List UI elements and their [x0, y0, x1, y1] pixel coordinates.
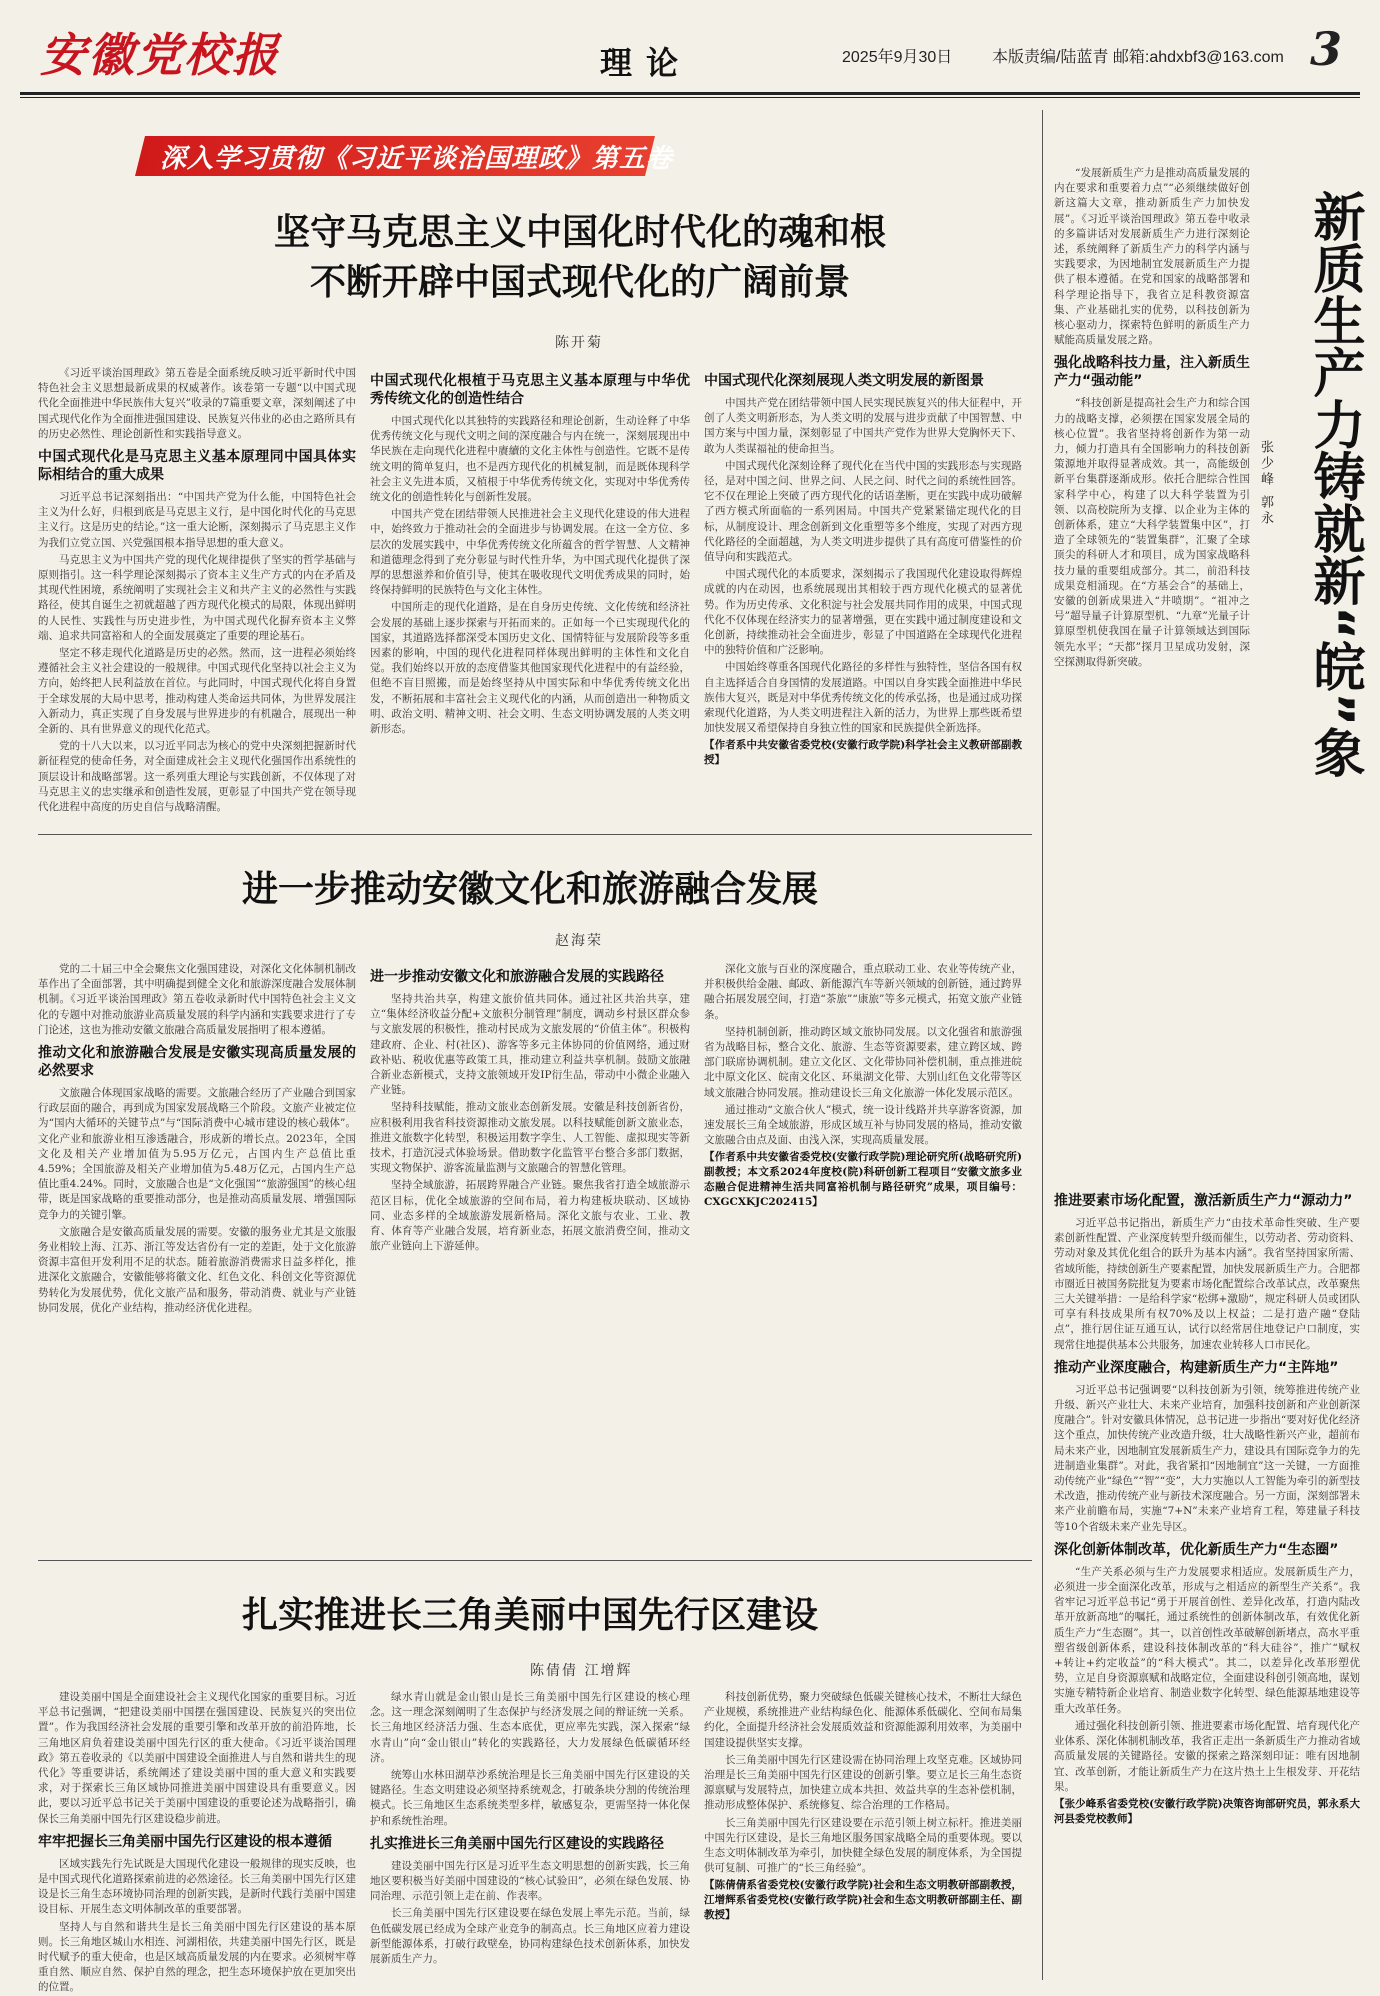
article4-subhead-1: 强化战略科技力量，注入新质生产力“强动能”: [1054, 355, 1250, 390]
article1-subhead-3: 中国式现代化深刻展现人类文明发展的新图景: [704, 373, 984, 389]
article4-author-note: 【张少峰系省委党校(安徽行政学院)决策咨询部研究员，郭永系大河县委党校教师】: [1054, 1797, 1360, 1825]
section-title: 理论: [600, 44, 693, 82]
article3-subhead-2: 扎实推进长三角美丽中国先行区建设的实践路径: [370, 1835, 664, 1852]
article1-column-3: [704, 366, 1022, 818]
article2-paragraph: 坚持共治共享，构建文旅价值共同体。通过社区共治共享，建立“集体经济收益分配+文旅积分制管理”制度，调动乡村景区群众参与文旅发展的积极性，推动村民成为文旅发展的“价值主体”。积极构建政府、企业、村(社区)、游客等多元主体协同的价值网络，通过财政补贴、税收优惠等政策工具，推动建立利益共享机制。鼓励文旅融合新业态新模式，支持文旅领域开发IP衍生品，带动中小微企业融入产业链。: [370, 993, 690, 1097]
article2-paragraph: 通过推动“文旅合伙人”模式，统一设计线路并共享游客资源，加速发展长三角全域旅游，形成区域互补与协同发展的格局，推动安徽文旅融合由点及面、由浅入深，实现高质量发展。: [704, 1103, 1022, 1147]
article1-paragraph: 马克思主义为中国共产党的现代化规律提供了坚实的哲学基础与原则指引。这一科学理论深刻揭示了资本主义生产方式的内在矛盾及其现代性困境，系统阐明了实现社会主义和共产主义的必然性与实践路径，使其自诞生之初就超越了西方现代化模式的局限，体现出鲜明的人民性、实践性与历史进步性，为中国式现代化摒弃资本主义弊端、追求共同富裕和人的全面发展奠定了重要的理论基石。: [38, 553, 356, 642]
masthead-rule: [20, 92, 1360, 95]
article1-title: [140, 208, 1020, 308]
newspaper-logo: 安徽党校报: [40, 28, 280, 82]
article2-paragraph: 文旅融合体现国家战略的需要。文旅融合经历了产业融合到国家行政层面的融合，再到成为国家发展战略三个阶段。文旅产业被定位为“国内大循环的关键节点”与“国际消费中心城市建设的核心载体”。文化产业和旅游业相互渗透融合，形成新的增长点。2023年，全国文化及相关产业增加值为5.95万亿元，占国内生产总值比重4.59%；全国旅游及相关产业增加值为5.48万亿元，占国内生产总值比重4.24%。同时，文旅融合也是“文化强国”“旅游强国”的核心纽带，既是国家战略的重要推动部分，也是推动高质量发展、增强国际竞争力的关键引擎。: [38, 1087, 356, 1221]
article1-paragraph: 坚定不移走现代化道路是历史的必然。然而，这一进程必须始终遵循社会主义社会建设的一般规律。中国式现代化坚持以社会主义为方向，始终把人民利益放在首位。与此同时，中国式现代化将自身置于全球发展的大局中思考，推动构建人类命运共同体，为世界发展注入新动力，真正实现了自身发展与世界进步的有机融合，展现出一种全新的、具有世界意义的现代化范式。: [38, 647, 356, 736]
article2-title: 进一步推动安徽文化和旅游融合发展: [241, 869, 818, 910]
article2-paragraph: 坚持全域旅游，拓展跨界融合产业链。聚焦我省打造全域旅游示范区目标，优化全域旅游的空间布局，着力构建板块联动、区域协同、业态多样的全域旅游发展新格局。深化文旅与农业、工业、教育、体育等产业融合发展，培育新业态，拓展文旅消费空间，推动文旅产业链向上下游延伸。: [370, 1179, 690, 1253]
article1-paragraph: 中国始终尊重各国现代化路径的多样性与独特性，坚信各国有权自主选择适合自身国情的发展道路。中国以自身实践全面推进中华民族伟大复兴，既是对中华优秀传统文化的传承弘扬，也是通过成功探索现代化道路，为人类文明进程注入新的活力，为世界上那些既希望加快发展又希望保持自身独立性的国家和民族提供全新选择。: [704, 661, 1022, 735]
article2-column-2: [370, 962, 690, 1542]
article1-title-line1: 坚守马克思主义中国化时代化的魂和根: [273, 212, 886, 253]
article4-title: 新质生产力铸就新“皖”象: [1304, 190, 1364, 779]
article4-paragraph: “科技创新是提高社会生产力和综合国力的战略支撑，必须摆在国家发展全局的核心位置”。我省坚持将创新作为第一动力，倾力打造具有全国影响力的科技创新策源地并取得显著成效。其一，高能级创新平台集群逐渐成形。依托合肥综合性国家科学中心，构建了以大科学装置为引领、以高校院所为支撑、以企业为主体的创新体系，建立“大科学装置集中区”，打造了全球领先的“装置集群”，汇聚了全球顶尖的科研人才和项目，成为国家战略科技力量的重要组成部分。其二，前沿科技成果竞相涌现。在“方基会合”的基础上，安徽的创新成果进入“井喷期”。“祖冲之号”超导量子计算原型机、“九章”光量子计算原型机使我国在量子计算领域达到国际领先水平；“天都”探月卫星成功发射，深空探测取得新突破。: [1054, 397, 1250, 668]
article1-author: 陈开菊: [555, 335, 603, 351]
article2-column-1: [38, 962, 356, 1542]
masthead-rule-thin: [20, 97, 1360, 98]
article2-column-3: [704, 962, 1022, 1542]
article1-subhead-2: 中国式现代化根植于马克思主义基本原理与中华优秀传统文化的创造性结合: [370, 373, 690, 407]
page-number: 3: [1310, 22, 1343, 76]
article1-paragraph: 党的十八大以来，以习近平同志为核心的党中央深刻把握新时代新征程党的使命任务，对全面建成社会主义现代化强国作出系统性的顶层设计和战略部署。这一系列重大理论与实践创新，不仅体现了对马克思主义的忠实继承和创造性发展，更彰显了中国共产党在领导现代化进程中高度的历史自信与战略清醒。: [38, 740, 356, 814]
article2-subhead-2: 进一步推动安徽文化和旅游融合发展的实践路径: [370, 969, 664, 985]
article4-paragraph: “生产关系必须与生产力发展要求相适应。发展新质生产力，必须进一步全面深化改革，形成与之相适应的新型生产关系”。我省牢记习近平总书记“勇于开展首创性、差异化改革，打造内陆改革开放新高地”的嘱托，通过系统性的创新体制改革，有效优化新质生产力“生态圈”。其一，以首创性改革破解创新堵点，高水平重塑省级创新体系，建设科技体制改革的“科大硅谷”，推广“赋权+转让+约定收益”的“科大模式”。其二，以差异化改革形塑优势，立足自身资源禀赋和战略定位，全面建设科创引领高地，谋划实施专精特新企业培育、制造业数字化转型、绿色能源基地建设等重大改革任务。: [1054, 1565, 1360, 1715]
article4-subhead-3: 推动产业深度融合，构建新质生产力“主阵地”: [1054, 1359, 1339, 1376]
article4-subhead-2: 推进要素市场化配置，激活新质生产力“源动力”: [1054, 1193, 1353, 1209]
editor-info: 本版责编/陆蓝青 邮箱:ahdxbf3@163.com: [992, 49, 1284, 66]
topic-banner-text: 深入学习贯彻《习近平谈治国理政》第五卷: [160, 144, 674, 174]
article3-column-1: [38, 1690, 356, 1994]
article2-author-note: 【作者系中共安徽省委党校(安徽行政学院)理论研究所(战略研究所)副教授；本文系2024年度校(院)科研创新工程项目“安徽文旅多业态融合促进精神生活共同富裕机制与路径研究”成果，项目编号：CXGCXKJC202415】: [704, 1151, 1022, 1209]
article1-author-note: 【作者系中共安徽省委党校(安徽行政学院)科学社会主义教研部副教授】: [704, 739, 1022, 767]
article3-author: 陈倩倩 江增辉: [530, 1663, 633, 1679]
article2-paragraph: 深化文旅与百业的深度融合，重点联动工业、农业等传统产业，并积极供给金融、邮政、新能源汽车等新兴领域的创新链，通过跨界融合拓展发展空间，打造“茶旅”“康旅”等多元模式，拓宽文旅产业链条。: [704, 963, 1022, 1021]
article1-paragraph: 中国式现代化的本质要求，深刻揭示了我国现代化建设取得辉煌成就的内在动因，也系统展现出其相较于西方现代化模式的显著优势。作为历史传承、文化积淀与社会发展共同作用的成果，中国式现代化不仅体现在经济实力的显著增强，更在实践中通过制度建设和文化创新，持续推动社会全面进步，彰显了中国道路在全球现代化进程中的独特价值和广泛影响。: [704, 568, 1022, 657]
article2-author: 赵海荣: [555, 933, 603, 949]
article1-subhead-1: 中国式现代化是马克思主义基本原理同中国具体实际相结合的重大成果: [38, 449, 356, 484]
issue-date: 2025年9月30日: [842, 49, 953, 66]
article3-title: 扎实推进长三角美丽中国先行区建设: [241, 1595, 818, 1636]
article1-paragraph: 中国共产党在团结带领人民推进社会主义现代化建设的伟大进程中，始终致力于推动社会的全面进步与协调发展。在这一全方位、多层次的发展实践中，中华优秀传统文化所蕴含的哲学智慧、人文精神和道德理念得到了充分彰显与时代性升华，为中国式现代化提供了深厚的思想滋养和价值引导，使其在吸收现代文明优秀成果的同时，始终保持鲜明的民族特色与文化主体性。: [370, 508, 690, 597]
article2-paragraph: 坚持科技赋能，推动文旅业态创新发展。安徽是科技创新省份，应积极利用我省科技资源推动文旅发展。以科技赋能创新文旅业态，推进文旅数字化转型，积极运用数字孪生、人工智能、虚拟现实等新技术，打造沉浸式体验场景。借助数字化监管平台整合多部门数据，实现文物保护、游客流量监测与文旅融合的智慧化管理。: [370, 1101, 690, 1175]
article2-intro: 党的二十届三中全会聚焦文化强国建设，对深化文化体制机制改革作出了全面部署，其中明确提到健全文化和旅游深度融合发展体制机制。《习近平谈治国理政》第五卷收录新时代中国特色社会主义文化的专题中对推动旅游业高质量发展的科学内涵和实践要求进行了专门论述，这也为推动安徽文旅融合高质量发展指明了根本遵循。: [38, 963, 356, 1036]
article4-column-upper: [1054, 166, 1250, 1180]
article4-column-lower: [1054, 1186, 1360, 1982]
divider: [38, 834, 1032, 835]
article1-paragraph: 中国所走的现代化道路，是在自身历史传统、文化传统和经济社会发展的基础上逐步探索与开拓而来的。正如每一个已实现现代化的国家，其道路选择都深受本国历史文化、国情特征与发展阶段等多重因素的影响，中国的现代化进程同样体现出鲜明的主体性和文化自觉。我们始终以开放的态度借鉴其他国家现代化进程中的有益经验，但绝不盲目照搬，而是始终坚持从中国实际和中华优秀传统文化出发，不断拓展和丰富社会主义现代化的内涵，从而创造出一种物质文明、政治文明、精神文明、社会文明、生态文明协调发展的人类文明新形态。: [370, 601, 690, 736]
article4-paragraph: 习近平总书记强调要“以科技创新为引领，统筹推进传统产业升级、新兴产业壮大、未来产业培育，加强科技创新和产业创新深度融合”。针对安徽具体情况，总书记进一步指出“要对好优化经济这个重点，加快传统产业改造升级，壮大战略性新兴产业，超前布局未来产业，因地制宜发展新质生产力，建设具有国际竞争力的先进制造业集群”。对此，我省紧扣“因地制宜”这一关键，一方面推动传统产业“绿色”“智”“变”，大力实施以人工智能为牵引的新型技术改造，推动传统产业与新技术深度融合。另一方面，深刻部署未来产业前瞻布局，实施“7+N”未来产业培育工程，筹建量子科技等10个省级未来产业先导区。: [1054, 1383, 1360, 1533]
column-divider: [1042, 110, 1043, 1980]
article1-column-1: [38, 366, 356, 818]
article3-paragraph: 区域实践先行先试既是大国现代化建设一般规律的现实反映，也是中国式现代化道路探索前进的必然途径。长三角美丽中国先行区建设是长三角生态环境协同治理的创新实践，是新时代践行美丽中国建设目标、开展生态文明体制改革的重要部署。: [38, 1857, 356, 1916]
article1-paragraph: 中国式现代化以其独特的实践路径和理论创新，生动诠释了中华优秀传统文化与现代文明之间的深度融合与内在统一，深刻展现出中华民族在走向现代化进程中賡續的文化主体性与创造性。它既不是传统文明的简单复归，也不是西方现代化的机械复制，而是既体现科学社会主义先进本质，又植根于中华优秀传统文化，实现对中华优秀传统文化的创造性转化与创新性发展。: [370, 415, 690, 504]
article3-paragraph: 坚持人与自然和谐共生是长三角美丽中国先行区建设的基本原则。长三角地区城山水相连、河湖相依，共建美丽中国先行区，既是时代赋予的重大使命，也是区域高质量发展的内在要求。必须树牢尊重自然、顺应自然、保护自然的理念，把生态环境保护放在更加突出的位置。: [38, 1920, 356, 1994]
article2-subhead-1: 推动文化和旅游融合发展是安徽实现高质量发展的必然要求: [38, 1045, 356, 1080]
article3-intro: 建设美丽中国是全面建设社会主义现代化国家的重要目标。习近平总书记强调，“把建设美丽中国摆在强国建设、民族复兴的突出位置”。作为我国经济社会发展的重要引擎和改革开放的前沿阵地，长三角地区肩负着建设美丽中国先行区的重大使命。《习近平谈治国理政》第五卷收录的《以美丽中国建设全面推进人与自然和谐共生的现代化》等重要讲话，系统阐述了建设美丽中国的重大意义和实践要求，对于探索长三角区域协同推进美丽中国建设具有重要意义。因此，要以习近平总书记关于美丽中国建设的重要论述为战略指引，确保长三角美丽中国先行区建设稳步前进。: [38, 1691, 356, 1825]
article2-paragraph: 坚持机制创新，推动跨区域文旅协同发展。以文化强省和旅游强省为战略目标，整合文化、旅游、生态等资源要素，建立跨区域、跨部门联席协调机制。建立文化区、文化带协同补偿机制，重点推进皖北中原文化区、皖南文化区、环巢湖文化带、大别山红色文化带等区域文旅融合协同发展。推动建设长三角文化旅游一体化发展示范区。: [704, 1025, 1022, 1099]
article3-paragraph: 科技创新优势，聚力突破绿色低碳关键核心技术，不断壮大绿色产业规模，系统推进产业结构绿色化、能源体系低碳化、空间布局集约化，全面提升经济社会发展质效益和资源能源利用效率，为美丽中国建设提供坚实支撑。: [704, 1691, 1022, 1749]
article1-intro: 《习近平谈治国理政》第五卷是全面系统反映习近平新时代中国特色社会主义思想最新成果的权威著作。该卷第一专题“以中国式现代化全面推进中华民族伟大复兴”收录的7篇重要文章，深刻阐述了中国式现代化作为全面推进强国建设、民族复兴伟业的必由之路所具有的历史必然性、理论创新性和实践指导意义。: [38, 367, 356, 440]
article1-paragraph: 习近平总书记深刻指出：“中国共产党为什么能，中国特色社会主义为什么好，归根到底是马克思主义行，是中国化时代化的马克思主义行。这是历史的结论。”这一重大论断，深刻揭示了马克思主义作为我们立党立国、兴党强国根本指导思想的重大意义。: [38, 491, 356, 549]
article4-intro: “发展新质生产力是推动高质量发展的内在要求和重要着力点”“必须继续做好创新这篇大文章，推动新质生产力加快发展”。《习近平谈治国理政》第五卷中收录的多篇讲话对发展新质生产力进行深刻论述，系统阐释了新质生产力的科学内涵与实践要求，为因地制宜发展新质生产力提供了根本遵循。在党和国家的战略部署和科学理论指导下，我省立足科教资源富集、产业基础扎实的优势，以科技创新为核心驱动力，探索特色鲜明的新质生产力赋能高质量发展之路。: [1054, 167, 1250, 347]
article3-subhead-1: 牢牢把握长三角美丽中国先行区建设的根本遵循: [38, 1833, 332, 1850]
article3-paragraph: 长三角美丽中国先行区建设需在协同治理上攻坚克难。区域协同治理是长三角美丽中国先行区建设的创新引擎。要立足长三角生态资源禀赋与发展特点，加快建立成本共担、效益共享的生态补偿机制，推动形成整体保护、系统修复、综合治理的工作格局。: [704, 1753, 1022, 1812]
article3-column-2: [370, 1690, 690, 1982]
article3-column-3: [704, 1690, 1022, 1982]
article4-paragraph: 通过强化科技创新引领、推进要素市场化配置、培育现代化产业体系、深化体制机制改革，我省正走出一条新质生产力推动省域高质量发展的关键路径。安徽的探索之路深刻印证：唯有因地制宜、改革创新，才能让新质生产力在这片热土上生根发芽、开花结果。: [1054, 1719, 1360, 1793]
article3-paragraph: 长三角美丽中国先行区建设要在示范引领上树立标杆。推进美丽中国先行区建设，是长三角地区服务国家战略全局的重要体现。要以生态文明体制改革为牵引，加快健全绿色发展的制度体系，为全国提供可复制、可推广的“长三角经验”。: [704, 1816, 1022, 1875]
article4-authors: 张少峰 郭永: [1258, 440, 1273, 528]
article2-paragraph: 文旅融合是安徽高质量发展的需要。安徽的服务业尤其是文旅服务业相较上海、江苏、浙江等发达省份有一定的差距，处于文化旅游资源丰富但开发利用不足的状态。随着旅游消费需求日益多样化，推进深化文旅融合，安徽能够将徽文化、红色文化、科创文化等资源优势转化为发展优势，优化文旅产品和服务，带动消费、就业与产业链协同发展，优化产业结构，推动经济优化进程。: [38, 1225, 356, 1314]
article4-subhead-4: 深化创新体制改革，优化新质生产力“生态圈”: [1054, 1541, 1339, 1558]
article1-column-2: [370, 366, 690, 818]
article1-paragraph: 中国共产党在团结带领中国人民实现民族复兴的伟大征程中，开创了人类文明新形态，为人类文明的发展与进步贡献了中国智慧、中国方案与中国力量，深刻彰显了中国共产党作为世界大党胸怀天下、敢为人类谋福祉的使命担当。: [704, 397, 1022, 455]
divider: [38, 1560, 1032, 1561]
article3-paragraph: 绿水青山就是金山银山是长三角美丽中国先行区建设的核心理念。这一理念深刻阐明了生态保护与经济发展之间的辩证统一关系。长三角地区经济活力强、生态本底优，更应率先实践，深入探索“绿水青山”向“金山银山”转化的实践路径，大力发展绿色低碳循环经济。: [370, 1691, 690, 1764]
article3-paragraph: 长三角美丽中国先行区建设要在绿色发展上率先示范。当前，绿色低碳发展已经成为全球产业竞争的制高点。长三角地区应着力建设新型能源体系，打破行政壁垒，协同构建绿色技术创新体系，加快发展新质生产力。: [370, 1907, 690, 1966]
article1-paragraph: 中国式现代化深刻诠释了现代化在当代中国的实践形态与实现路径，是对中国之问、世界之问、人民之问、时代之问的系统性回答。它不仅在理论上突破了西方现代化的话语垄断，更在实践中成功破解了西方模式所面临的一系列困局。中国共产党紧紧锚定现代化的目标，从制度设计、理念创新到文化重塑等多个维度，实现了对西方现代化路径的全面超越，为人类文明进步提供了具有高度可借鉴性的价值导向和实践范式。: [704, 459, 1022, 564]
article4-paragraph: 习近平总书记指出，新质生产力“由技术革命性突破、生产要素创新性配置、产业深度转型升级而催生，以劳动者、劳动资料、劳动对象及其优化组合的跃升为基本内涵”。我省坚持国家所需、省域所能，持续创新生产要素配置，加快发展新质生产力。合肥都市圈近日被国务院批复为要素市场化配置综合改革试点，改革聚焦三大关键举措：一是给科学家“松绑+激励”，规定科研人员或团队可享有科技成果所有权70%及以上权益；二是打造产融“登陆点”，推行居住证互通互认，试行以经常居住地登记户口制度，实现常住地提供基本公共服务，加速农业转移人口市民化。: [1054, 1217, 1360, 1351]
article3-author-note: 【陈倩倩系省委党校(安徽行政学院)社会和生态文明教研部副教授，江增辉系省委党校(安徽行政学院)社会和生态文明教研部副主任、副教授】: [704, 1879, 1022, 1922]
article1-title-line2: 不断开辟中国式现代化的广阔前景: [309, 262, 850, 303]
article3-paragraph: 统筹山水林田湖草沙系统治理是长三角美丽中国先行区建设的关键路径。生态文明建设必须坚持系统观念，打破条块分割的传统治理模式。长三角地区生态系统类型多样，敏感复杂，更需坚持一体化保护和系统性治理。: [370, 1769, 690, 1827]
article3-paragraph: 建设美丽中国先行区是习近平生态文明思想的创新实践，长三角地区要积极当好美丽中国建设的“核心试验田”，必须在绿色发展、协同治理、示范引领上走在前、作表率。: [370, 1859, 690, 1903]
